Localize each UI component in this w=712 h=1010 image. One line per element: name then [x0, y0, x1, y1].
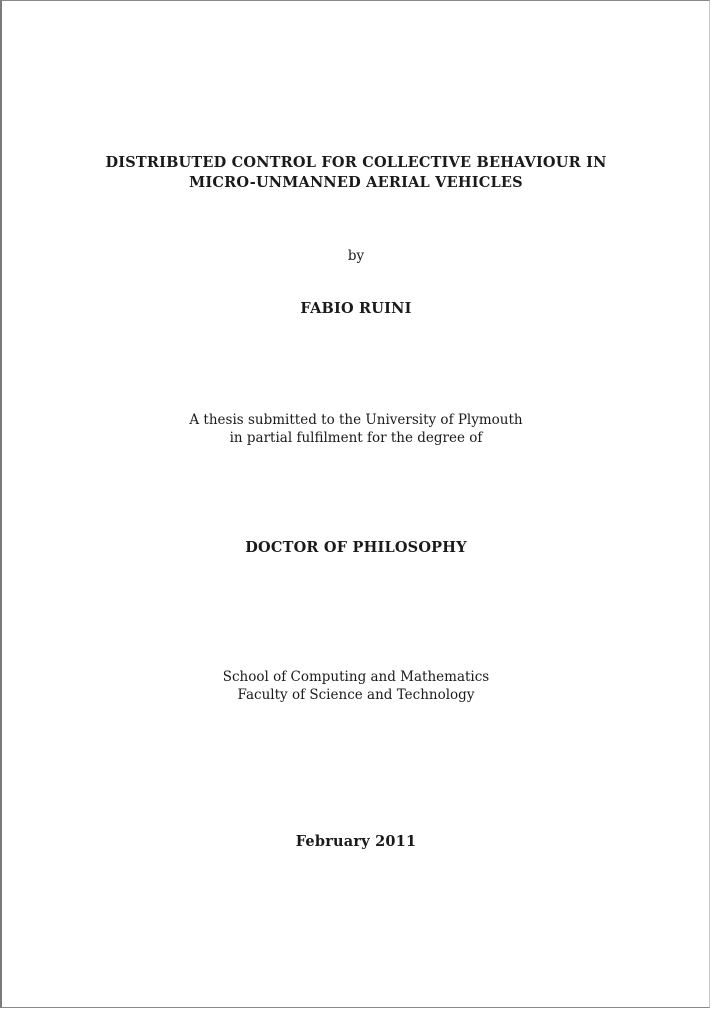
school-name: School of Computing and Mathematics: [222, 669, 490, 685]
thesis-title-line-1: DISTRIBUTED CONTROL FOR COLLECTIVE BEHAVIOUR IN: [105, 154, 607, 171]
submission-statement-line-1: A thesis submitted to the University of Plymouth: [189, 412, 523, 428]
degree-title: DOCTOR OF PHILOSOPHY: [245, 539, 467, 556]
by-label: by: [347, 248, 365, 264]
thesis-title-line-2: MICRO-UNMANNED AERIAL VEHICLES: [189, 174, 523, 191]
faculty-name: Faculty of Science and Technology: [237, 687, 475, 703]
submission-date: February 2011: [295, 833, 417, 850]
author-name: FABIO RUINI: [300, 300, 412, 317]
submission-statement-line-2: in partial fulfilment for the degree of: [229, 430, 483, 446]
